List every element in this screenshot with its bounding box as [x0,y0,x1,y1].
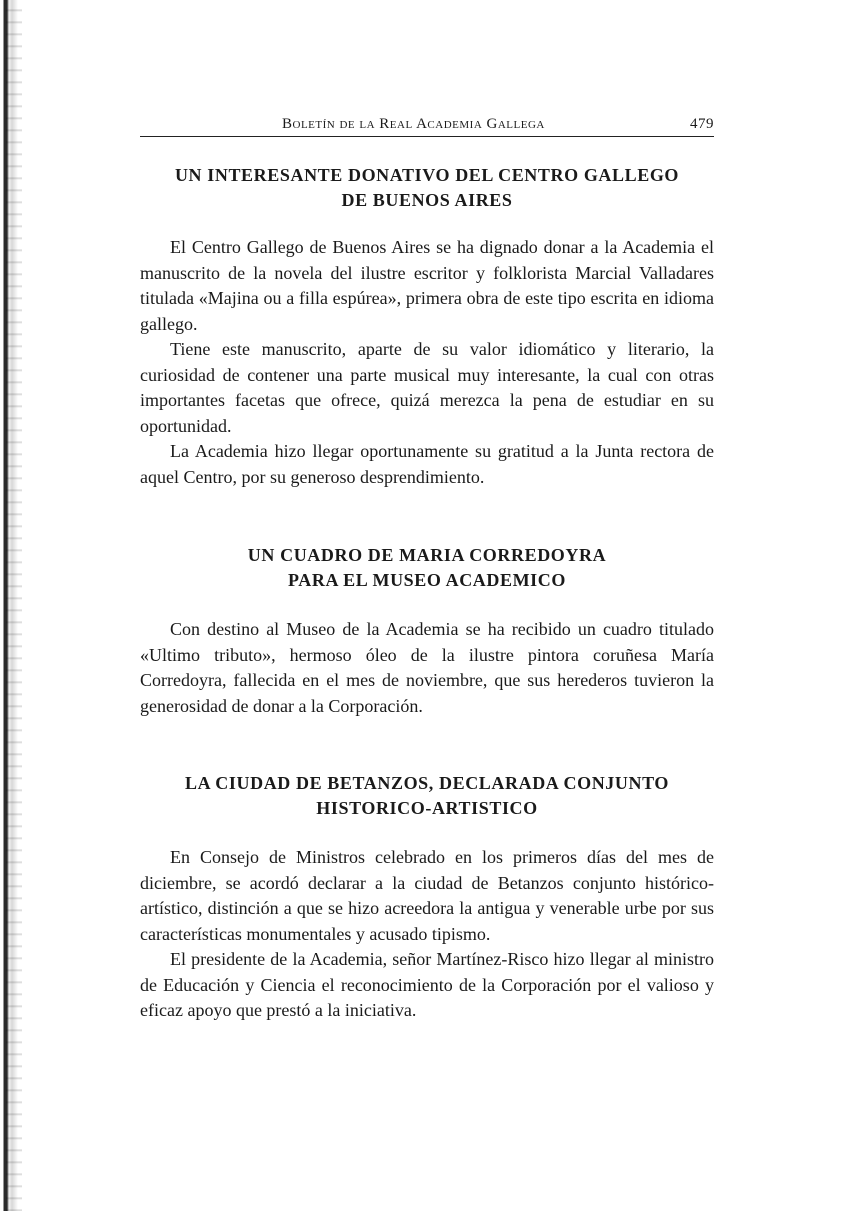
section-title-line: PARA EL MUSEO ACADEMICO [288,570,566,590]
paragraph: El Centro Gallego de Buenos Aires se ha dignado donar a la Academia el manuscrito de la novela del ilustre escritor y folklorista Marcial Valladares titulada «Majina ou a filla espúrea», primera obra de este tipo escrita en idioma gallego. [140,237,714,334]
page [140,110,714,1024]
section-title-line: UN INTERESANTE DONATIVO DEL CENTRO GALLEGO [174,165,680,185]
section-title [140,543,714,593]
paragraph: La Academia hizo llegar oportunamente su gratitud a la Junta rectora de aquel Centro, por su generoso desprendimiento. [140,441,714,487]
page-number: 479 [690,116,714,132]
paragraph: Con destino al Museo de la Academia se ha recibido un cuadro titulado «Ultimo tributo», hermoso óleo de la ilustre pintora coruñesa María Corredoyra, fallecida en el mes de noviembre, que sus herederos tuvieron la generosidad de donar a la Corporación. [140,619,714,716]
running-title: Boletín de la Real Academia Gallega [282,116,545,132]
paragraph: En Consejo de Ministros celebrado en los primeros días del mes de diciembre, se acordó declarar a la ciudad de Betanzos conjunto histórico-artístico, distinción a que se hizo acreedora la antigua y venerable urbe por sus características monumentales y acusado tipismo. [140,847,714,944]
section-donativo [140,163,714,490]
section-title [140,163,714,213]
paragraph: Tiene este manuscrito, aparte de su valor idiomático y literario, la curiosidad de contener una parte musical muy interesante, la cual con otras importantes facetas que ofrece, quizá merezca la pena de estudiar en su oportunidad. [140,339,714,436]
section-betanzos [140,771,714,1024]
section-title-line: DE BUENOS AIRES [341,190,513,210]
binding-marks [6,0,22,1211]
page-binding-edge [0,0,24,1211]
running-header [140,110,714,137]
section-title-line: HISTORICO-ARTISTICO [316,798,538,818]
paragraph: El presidente de la Academia, señor Martínez-Risco hizo llegar al ministro de Educación y Ciencia el reconocimiento de la Corporación por el valioso y eficaz apoyo que prestó a la iniciativa. [140,949,714,1020]
section-title [140,771,714,821]
section-title-line: LA CIUDAD DE BETANZOS, DECLARADA CONJUNTO [184,773,669,793]
section-cuadro [140,543,714,719]
section-title-line: UN CUADRO DE MARIA CORREDOYRA [247,545,607,565]
